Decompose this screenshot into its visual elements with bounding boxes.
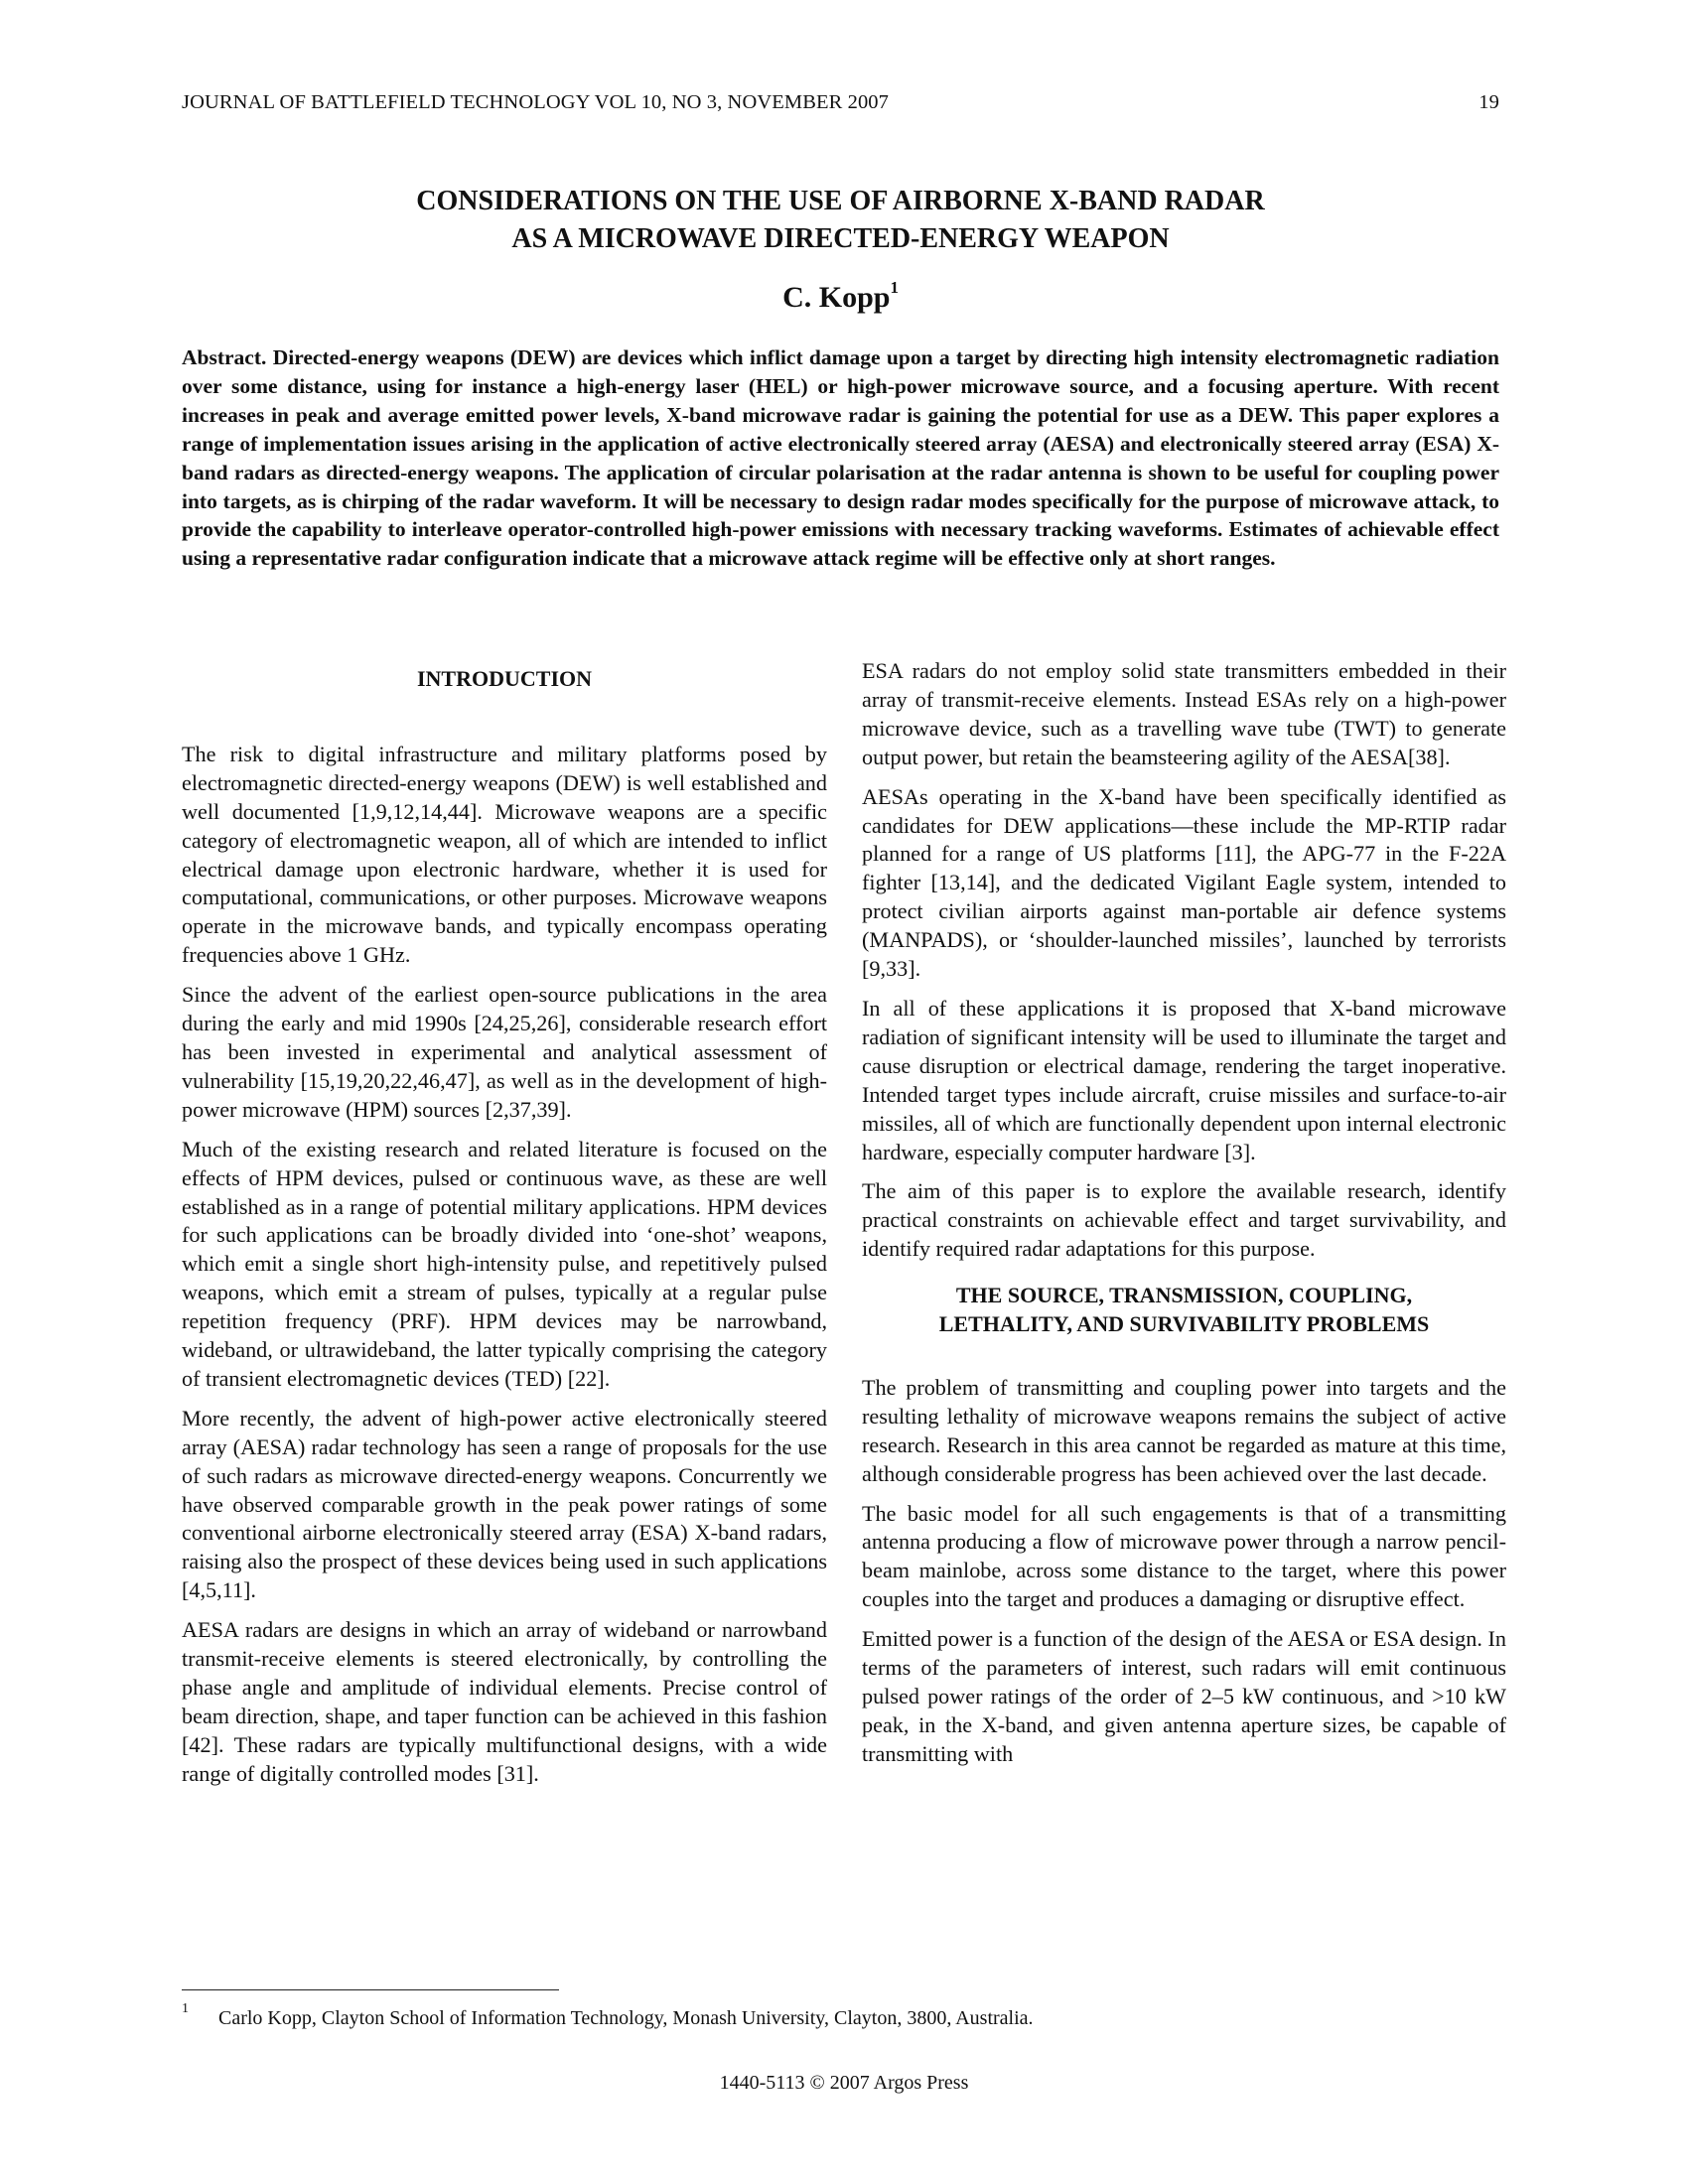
footnote-text: Carlo Kopp, Clayton School of Information Technology, Monash University, Clayton, 3800, Australia. — [218, 2007, 1034, 2029]
paper-title — [182, 183, 1499, 258]
page-number: 19 — [1478, 91, 1499, 113]
paragraph: The problem of transmitting and coupling power into targets and the resulting lethality of microwave weapons remains the subject of active research. Research in this area cannot be regarded as mature at this time, although considerable progress has been achieved over the last decade. — [862, 1374, 1506, 1486]
paragraph: Emitted power is a function of the design of the AESA or ESA design. In terms of the parameters of interest, such radars will emit continuous pulsed power ratings of the order of 2–5 kW continuous, and >10 kW peak, in the X-band, and given antenna aperture sizes, be capable of transmitting with — [862, 1626, 1506, 1766]
right-column — [862, 657, 1506, 1780]
paragraph: The basic model for all such engagements is that of a transmitting antenna producing a flow of microwave power through a narrow pencil-beam mainlobe, across some distance to the target, where this power couples into the target and produces a damaging or disruptive effect. — [862, 1500, 1506, 1612]
paragraph: Much of the existing research and related literature is focused on the effects of HPM devices, pulsed or continuous wave, as these are well established as in a range of potential military applications. HPM devices for such applications can be broadly divided into ‘one-shot’ weapons, which emit a single short high-intensity pulse, and repetitively pulsed weapons, which emit a stream of pulses, typically at a regular pulse repetition frequency (PRF). HPM devices may be narrowband, wideband, or ultrawideband, the latter typically comprising the category of transient electromagnetic devices (TED) [22]. — [182, 1136, 827, 1391]
author-footnote-mark: 1 — [890, 278, 899, 297]
paragraph: Since the advent of the earliest open-source publications in the area during the early and mid 1990s [24,25,26], considerable research effort has been invested in experimental and analytical assessment of vulnerability [15,19,20,22,46,47], as well as in the development of high-power microwave (HPM) sources [2,37,39]. — [182, 982, 827, 1122]
footnote — [182, 2001, 1499, 2030]
footnote-divider — [182, 1989, 559, 1990]
paragraph: The risk to digital infrastructure and military platforms posed by electromagnetic directed-energy weapons (DEW) is well established and well documented [1,9,12,14,44]. Microwave weapons are a specific category of electromagnetic weapon, all of which are intended to inflict electrical damage upon electronic hardware, whether it is used for computational, communications, or other purposes. Microwave weapons operate in the microwave bands, and typically encompass operating frequencies above 1 GHz. — [182, 741, 827, 968]
footnote-mark: 1 — [182, 2001, 189, 2016]
abstract: Abstract. Directed-energy weapons (DEW) are devices which inflict damage upon a target by directing high intensity electromagnetic radiation over some distance, using for instance a high-energy laser (HEL) or high-power microwave source, and a focusing aperture. With recent increases in peak and average emitted power levels, X-band microwave radar is gaining the potential for use as a DEW. This paper explores a range of implementation issues arising in the application of active electronically steered array (AESA) and electronically steered array (ESA) X-band radars as directed-energy weapons. The application of circular polarisation at the radar antenna is shown to be useful for coupling power into targets, as is chirping of the radar waveform. It will be necessary to design radar modes specifically for the purpose of microwave attack, to provide the capability to interleave operator-controlled high-power emissions with necessary tracking waveforms. Estimates of achievable effect using a representative radar configuration indicate that a microwave attack regime will be effective only at short ranges. — [182, 345, 1499, 571]
left-column — [182, 665, 827, 1800]
section-heading-source-transmission — [862, 1282, 1506, 1339]
section-heading-introduction: INTRODUCTION — [416, 666, 593, 691]
title-line-1: CONSIDERATIONS ON THE USE OF AIRBORNE X-BAND RADAR — [416, 186, 1265, 216]
running-header — [182, 91, 1499, 114]
author-name: C. Kopp — [782, 281, 891, 314]
author-line — [182, 278, 1499, 315]
paragraph: The aim of this paper is to explore the available research, identify practical constraints on achievable effect and target survivability, and identify required radar adaptations for this purpose. — [862, 1178, 1506, 1262]
journal-citation: JOURNAL OF BATTLEFIELD TECHNOLOGY VOL 10, NO 3, NOVEMBER 2007 — [182, 91, 890, 113]
paragraph: ESA radars do not employ solid state transmitters embedded in their array of transmit-receive elements. Instead ESAs rely on a high-power microwave device, such as a travelling wave tube (TWT) to generate output power, but retain the beamsteering agility of the AESA[38]. — [862, 658, 1506, 769]
paragraph: In all of these applications it is proposed that X-band microwave radiation of significant intensity will be used to illuminate the target and cause disruption or electrical damage, rendering the target inoperative. Intended target types include aircraft, cruise missiles and surface-to-air missiles, all of which are functionally dependent upon internal electronic hardware, especially computer hardware [3]. — [862, 995, 1506, 1164]
page-footer-copyright: 1440-5113 © 2007 Argos Press — [719, 2072, 969, 2094]
paragraph: AESAs operating in the X-band have been specifically identified as candidates for DEW applications—these include the MP-RTIP radar planned for a range of US platforms [11], the APG-77 in the F-22A fighter [13,14], and the dedicated Vigilant Eagle system, intended to protect civilian airports against man-portable air defence systems (MANPADS), or ‘shoulder-launched missiles’, launched by terrorists [9,33]. — [862, 783, 1506, 982]
heading-line-2: LETHALITY, AND SURVIVABILITY PROBLEMS — [938, 1311, 1430, 1337]
heading-line-1: THE SOURCE, TRANSMISSION, COUPLING, — [955, 1283, 1413, 1308]
paragraph: AESA radars are designs in which an array of wideband or narrowband transmit-receive elements is steered electronically, by controlling the phase angle and amplitude of individual elements. Precise control of beam direction, shape, and taper function can be achieved in this fashion [42]. These radars are typically multifunctional designs, with a wide range of digitally controlled modes [31]. — [182, 1617, 827, 1786]
title-line-2: AS A MICROWAVE DIRECTED-ENERGY WEAPON — [511, 223, 1170, 254]
paragraph: More recently, the advent of high-power active electronically steered array (AESA) radar technology has seen a range of proposals for the use of such radars as microwave directed-energy weapons. Concurrently we have observed comparable growth in the peak power ratings of some conventional airborne electronically steered array (ESA) X-band radars, raising also the prospect of these devices being used in such applications [4,5,11]. — [182, 1405, 827, 1603]
